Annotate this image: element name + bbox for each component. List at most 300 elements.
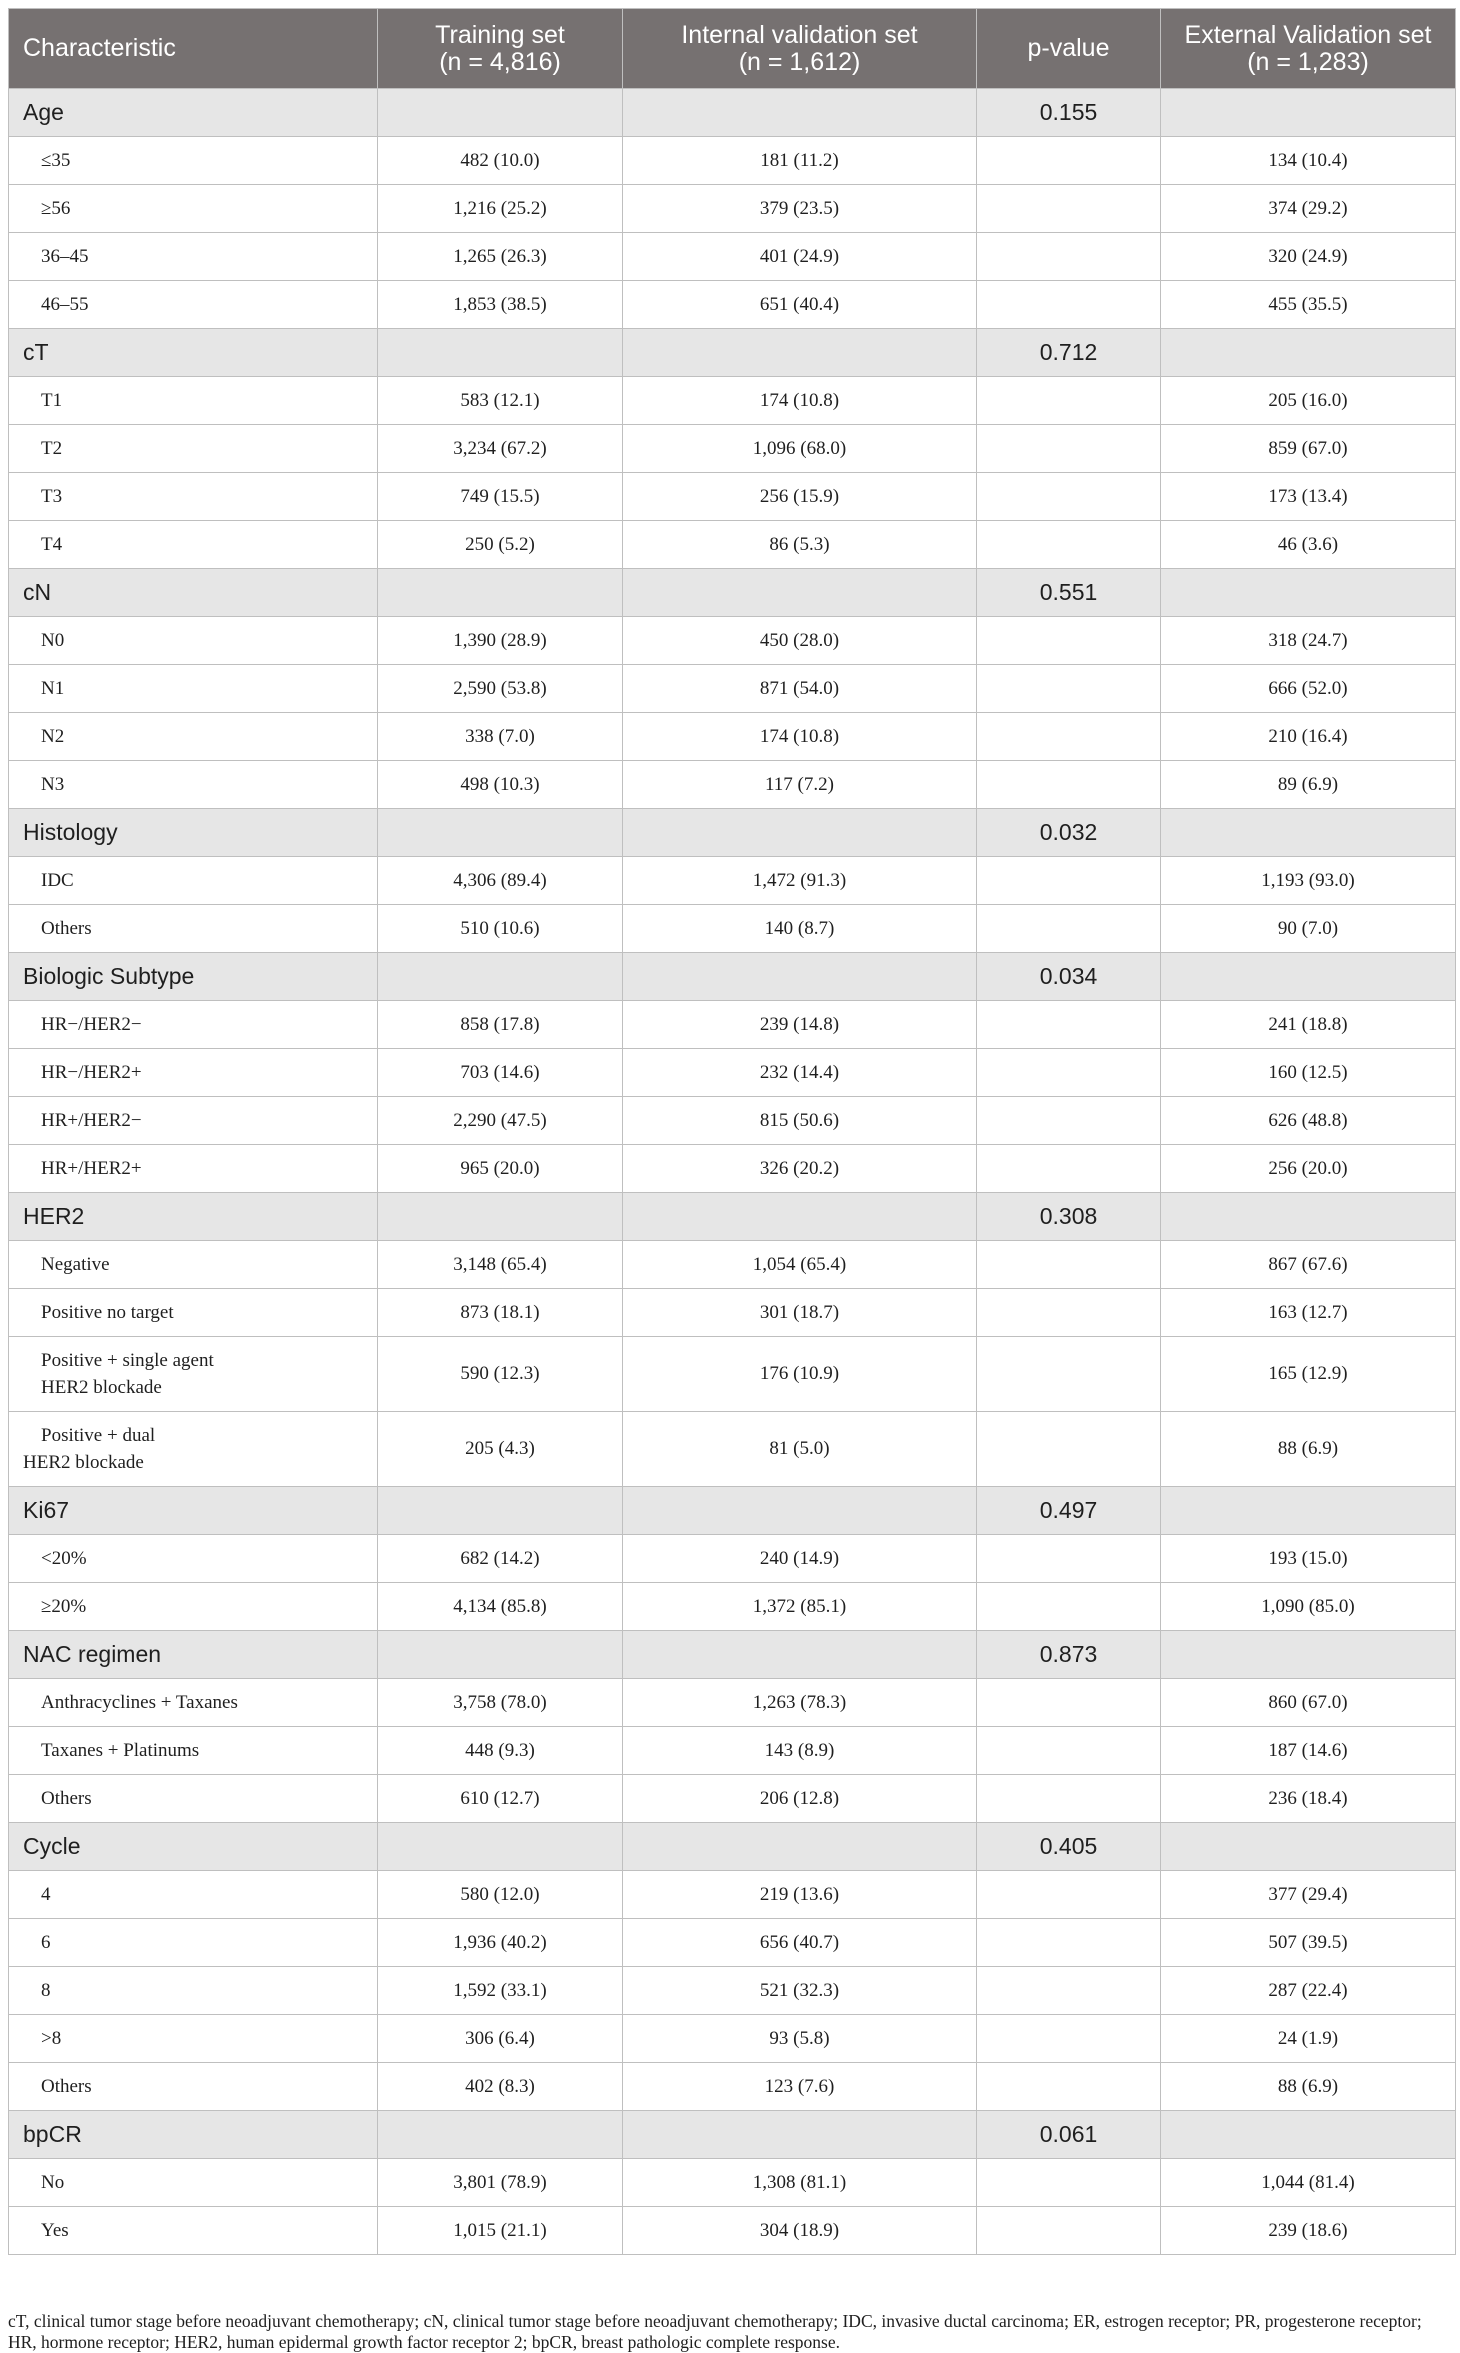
row-label-line: IDC: [41, 870, 74, 891]
row-label: [9, 377, 378, 425]
table-row: [9, 2015, 1456, 2063]
p-value-cell: [977, 1145, 1161, 1193]
row-label: [9, 1919, 378, 1967]
internal-value: 450 (28.0): [623, 617, 977, 665]
table-row: [9, 713, 1456, 761]
group-external-cell: [1161, 2111, 1456, 2159]
group-external-cell: [1161, 329, 1456, 377]
internal-value: 174 (10.8): [623, 713, 977, 761]
row-label-line: Positive no target: [41, 1302, 174, 1323]
internal-value: 871 (54.0): [623, 665, 977, 713]
internal-value: 1,263 (78.3): [623, 1679, 977, 1727]
internal-value: 143 (8.9): [623, 1727, 977, 1775]
table-row: [9, 377, 1456, 425]
group-label: Biologic Subtype: [9, 953, 378, 1001]
p-value-cell: [977, 233, 1161, 281]
group-training-cell: [378, 89, 623, 137]
row-label-line: 4: [41, 1884, 51, 1905]
row-label-line: >8: [41, 2028, 62, 2049]
p-value-cell: [977, 2063, 1161, 2111]
row-label: [9, 1412, 378, 1487]
header-characteristic: Characteristic: [9, 9, 378, 89]
group-p-value: 0.873: [977, 1631, 1161, 1679]
group-external-cell: [1161, 1487, 1456, 1535]
training-value: 1,936 (40.2): [378, 1919, 623, 1967]
table-footnote: cT, clinical tumor stage before neoadjuvant chemotherapy; cN, clinical tumor stage before neoadjuvant chemotherapy; IDC, invasive ductal carcinoma; ER, estrogen receptor; PR, progesterone receptor; HR, hormone receptor; HER2, human epidermal growth factor receptor 2; bpCR, breast pathologic complete response.: [8, 2311, 1422, 2352]
external-value: 134 (10.4): [1161, 137, 1456, 185]
row-label-line: HR−/HER2−: [41, 1014, 142, 1035]
group-internal-cell: [623, 569, 977, 617]
training-value: 2,290 (47.5): [378, 1097, 623, 1145]
internal-value: 256 (15.9): [623, 473, 977, 521]
table-row: [9, 1289, 1456, 1337]
row-label-line: 8: [41, 1980, 51, 2001]
internal-value: 176 (10.9): [623, 1337, 977, 1412]
p-value-cell: [977, 1289, 1161, 1337]
internal-value: 206 (12.8): [623, 1775, 977, 1823]
training-value: 448 (9.3): [378, 1727, 623, 1775]
row-label-line: HR−/HER2+: [41, 1062, 142, 1083]
row-label: [9, 137, 378, 185]
row-label-line: T3: [41, 486, 63, 507]
external-value: 256 (20.0): [1161, 1145, 1456, 1193]
training-value: 749 (15.5): [378, 473, 623, 521]
group-p-value: 0.032: [977, 809, 1161, 857]
p-value-cell: [977, 1097, 1161, 1145]
row-label: [9, 713, 378, 761]
training-value: 873 (18.1): [378, 1289, 623, 1337]
table-row: [9, 761, 1456, 809]
p-value-cell: [977, 1775, 1161, 1823]
training-value: 482 (10.0): [378, 137, 623, 185]
internal-value: 815 (50.6): [623, 1097, 977, 1145]
group-p-value: 0.405: [977, 1823, 1161, 1871]
group-training-cell: [378, 809, 623, 857]
training-value: 4,134 (85.8): [378, 1583, 623, 1631]
internal-value: 117 (7.2): [623, 761, 977, 809]
internal-value: 1,372 (85.1): [623, 1583, 977, 1631]
group-external-cell: [1161, 953, 1456, 1001]
external-value: 318 (24.7): [1161, 617, 1456, 665]
group-internal-cell: [623, 329, 977, 377]
external-value: 88 (6.9): [1161, 1412, 1456, 1487]
training-value: 1,390 (28.9): [378, 617, 623, 665]
row-label-line: Positive + dual: [41, 1425, 156, 1446]
p-value-cell: [977, 1967, 1161, 2015]
external-value: 90 (7.0): [1161, 905, 1456, 953]
p-value-cell: [977, 665, 1161, 713]
table-row: [9, 1727, 1456, 1775]
p-value-cell: [977, 713, 1161, 761]
internal-value: 240 (14.9): [623, 1535, 977, 1583]
row-label-line: T2: [41, 438, 63, 459]
header-internal-validation-set: [623, 9, 977, 89]
table-row: [9, 1919, 1456, 1967]
header-external-validation-set: [1161, 9, 1456, 89]
group-row: [9, 2111, 1456, 2159]
table-row: [9, 1775, 1456, 1823]
p-value-cell: [977, 2015, 1161, 2063]
row-label: [9, 905, 378, 953]
group-training-cell: [378, 1487, 623, 1535]
row-label-line: No: [41, 2172, 65, 2193]
table-row: [9, 1583, 1456, 1631]
training-value: 590 (12.3): [378, 1337, 623, 1412]
row-label-line: <20%: [41, 1548, 87, 1569]
group-internal-cell: [623, 2111, 977, 2159]
group-external-cell: [1161, 1631, 1456, 1679]
row-label-line: 6: [41, 1932, 51, 1953]
group-row: [9, 329, 1456, 377]
group-training-cell: [378, 1823, 623, 1871]
training-value: 580 (12.0): [378, 1871, 623, 1919]
table-row: [9, 2159, 1456, 2207]
header-external-title: External Validation set: [1184, 20, 1432, 49]
group-row: [9, 809, 1456, 857]
row-label-line: ≥56: [41, 198, 71, 219]
group-external-cell: [1161, 809, 1456, 857]
row-label-line: HR+/HER2+: [41, 1158, 142, 1179]
internal-value: 1,096 (68.0): [623, 425, 977, 473]
external-value: 163 (12.7): [1161, 1289, 1456, 1337]
external-value: 1,090 (85.0): [1161, 1583, 1456, 1631]
internal-value: 656 (40.7): [623, 1919, 977, 1967]
internal-value: 181 (11.2): [623, 137, 977, 185]
row-label: [9, 2063, 378, 2111]
header-external-n: (n = 1,283): [1247, 47, 1369, 76]
table-row: [9, 1145, 1456, 1193]
row-label: [9, 857, 378, 905]
external-value: 320 (24.9): [1161, 233, 1456, 281]
internal-value: 239 (14.8): [623, 1001, 977, 1049]
table-row: [9, 1967, 1456, 2015]
external-value: 867 (67.6): [1161, 1241, 1456, 1289]
table-row: [9, 473, 1456, 521]
group-row: [9, 953, 1456, 1001]
group-p-value: 0.155: [977, 89, 1161, 137]
row-label-line: Positive + single agent: [41, 1350, 214, 1371]
table-header: [9, 9, 1456, 89]
group-row: [9, 89, 1456, 137]
row-label-line: Others: [41, 2076, 92, 2097]
row-label: [9, 521, 378, 569]
row-label-line: T1: [41, 390, 63, 411]
p-value-cell: [977, 905, 1161, 953]
header-p-value: p-value: [977, 9, 1161, 89]
internal-value: 140 (8.7): [623, 905, 977, 953]
group-training-cell: [378, 1193, 623, 1241]
external-value: 187 (14.6): [1161, 1727, 1456, 1775]
internal-value: 86 (5.3): [623, 521, 977, 569]
row-label: [9, 1241, 378, 1289]
training-value: 3,148 (65.4): [378, 1241, 623, 1289]
internal-value: 93 (5.8): [623, 2015, 977, 2063]
row-label: [9, 185, 378, 233]
row-label: [9, 1337, 378, 1412]
training-value: 250 (5.2): [378, 521, 623, 569]
external-value: 89 (6.9): [1161, 761, 1456, 809]
external-value: 287 (22.4): [1161, 1967, 1456, 2015]
external-value: 626 (48.8): [1161, 1097, 1456, 1145]
group-p-value: 0.061: [977, 2111, 1161, 2159]
group-external-cell: [1161, 89, 1456, 137]
internal-value: 1,472 (91.3): [623, 857, 977, 905]
characteristics-table: [8, 8, 1456, 2255]
internal-value: 379 (23.5): [623, 185, 977, 233]
external-value: 455 (35.5): [1161, 281, 1456, 329]
group-external-cell: [1161, 1193, 1456, 1241]
row-label: [9, 761, 378, 809]
group-label: Ki67: [9, 1487, 378, 1535]
group-label: HER2: [9, 1193, 378, 1241]
row-label: [9, 665, 378, 713]
internal-value: 1,308 (81.1): [623, 2159, 977, 2207]
row-label-line: Negative: [41, 1254, 110, 1275]
row-label: [9, 233, 378, 281]
row-label-line: Others: [41, 1788, 92, 1809]
training-value: 1,853 (38.5): [378, 281, 623, 329]
table-row: [9, 281, 1456, 329]
row-label-line: N2: [41, 726, 65, 747]
table-row: [9, 1097, 1456, 1145]
training-value: 2,590 (53.8): [378, 665, 623, 713]
external-value: 88 (6.9): [1161, 2063, 1456, 2111]
training-value: 3,234 (67.2): [378, 425, 623, 473]
external-value: 860 (67.0): [1161, 1679, 1456, 1727]
external-value: 236 (18.4): [1161, 1775, 1456, 1823]
group-row: [9, 1193, 1456, 1241]
external-value: 859 (67.0): [1161, 425, 1456, 473]
training-value: 965 (20.0): [378, 1145, 623, 1193]
p-value-cell: [977, 617, 1161, 665]
table-row: [9, 137, 1456, 185]
table-row: [9, 1001, 1456, 1049]
row-label: [9, 1535, 378, 1583]
row-label-line: N3: [41, 774, 65, 795]
internal-value: 304 (18.9): [623, 2207, 977, 2255]
row-label-line: N0: [41, 630, 65, 651]
row-label: [9, 2159, 378, 2207]
row-label: [9, 281, 378, 329]
p-value-cell: [977, 473, 1161, 521]
training-value: 338 (7.0): [378, 713, 623, 761]
internal-value: 219 (13.6): [623, 1871, 977, 1919]
p-value-cell: [977, 761, 1161, 809]
group-p-value: 0.308: [977, 1193, 1161, 1241]
external-value: 377 (29.4): [1161, 1871, 1456, 1919]
row-label: [9, 425, 378, 473]
group-internal-cell: [623, 89, 977, 137]
row-label: [9, 1001, 378, 1049]
row-label: [9, 1097, 378, 1145]
internal-value: 651 (40.4): [623, 281, 977, 329]
header-internal-n: (n = 1,612): [738, 47, 861, 76]
p-value-cell: [977, 1535, 1161, 1583]
p-value-cell: [977, 1871, 1161, 1919]
internal-value: 326 (20.2): [623, 1145, 977, 1193]
p-value-cell: [977, 1727, 1161, 1775]
p-value-cell: [977, 521, 1161, 569]
row-label: [9, 1289, 378, 1337]
p-value-cell: [977, 1049, 1161, 1097]
group-label: bpCR: [9, 2111, 378, 2159]
group-training-cell: [378, 569, 623, 617]
external-value: 193 (15.0): [1161, 1535, 1456, 1583]
row-label-line: Anthracyclines + Taxanes: [41, 1692, 238, 1713]
p-value-cell: [977, 137, 1161, 185]
group-p-value: 0.712: [977, 329, 1161, 377]
table-row: [9, 1871, 1456, 1919]
group-label: cT: [9, 329, 378, 377]
row-label: [9, 2207, 378, 2255]
row-label: [9, 1727, 378, 1775]
p-value-cell: [977, 281, 1161, 329]
p-value-cell: [977, 1412, 1161, 1487]
group-external-cell: [1161, 569, 1456, 617]
group-row: [9, 569, 1456, 617]
external-value: 666 (52.0): [1161, 665, 1456, 713]
internal-value: 1,054 (65.4): [623, 1241, 977, 1289]
group-internal-cell: [623, 1193, 977, 1241]
training-value: 1,216 (25.2): [378, 185, 623, 233]
training-value: 3,758 (78.0): [378, 1679, 623, 1727]
group-label: NAC regimen: [9, 1631, 378, 1679]
group-internal-cell: [623, 953, 977, 1001]
header-internal-title: Internal validation set: [681, 20, 918, 49]
group-training-cell: [378, 329, 623, 377]
training-value: 4,306 (89.4): [378, 857, 623, 905]
row-label-line: T4: [41, 534, 63, 555]
group-training-cell: [378, 953, 623, 1001]
row-label-line: N1: [41, 678, 65, 699]
p-value-cell: [977, 857, 1161, 905]
p-value-cell: [977, 1583, 1161, 1631]
external-value: 1,044 (81.4): [1161, 2159, 1456, 2207]
row-label: [9, 2015, 378, 2063]
row-label: [9, 1871, 378, 1919]
table-row: [9, 1412, 1456, 1487]
row-label: [9, 1775, 378, 1823]
p-value-cell: [977, 1919, 1161, 1967]
p-value-cell: [977, 1337, 1161, 1412]
group-external-cell: [1161, 1823, 1456, 1871]
external-value: 210 (16.4): [1161, 713, 1456, 761]
row-label-line: HR+/HER2−: [41, 1110, 142, 1131]
training-value: 682 (14.2): [378, 1535, 623, 1583]
internal-value: 174 (10.8): [623, 377, 977, 425]
external-value: 507 (39.5): [1161, 1919, 1456, 1967]
p-value-cell: [977, 1001, 1161, 1049]
training-value: 583 (12.1): [378, 377, 623, 425]
group-internal-cell: [623, 1487, 977, 1535]
p-value-cell: [977, 425, 1161, 473]
header-training-set: [378, 9, 623, 89]
training-value: 306 (6.4): [378, 2015, 623, 2063]
table-row: [9, 2207, 1456, 2255]
group-p-value: 0.034: [977, 953, 1161, 1001]
p-value-cell: [977, 1241, 1161, 1289]
internal-value: 401 (24.9): [623, 233, 977, 281]
row-label: [9, 1049, 378, 1097]
internal-value: 123 (7.6): [623, 2063, 977, 2111]
p-value-cell: [977, 2159, 1161, 2207]
row-label-line: 36–45: [41, 246, 89, 267]
row-label-line: Others: [41, 918, 92, 939]
table-row: [9, 521, 1456, 569]
group-internal-cell: [623, 809, 977, 857]
group-row: [9, 1487, 1456, 1535]
training-value: 610 (12.7): [378, 1775, 623, 1823]
group-internal-cell: [623, 1631, 977, 1679]
row-label: [9, 1967, 378, 2015]
training-value: 205 (4.3): [378, 1412, 623, 1487]
table-body: [9, 89, 1456, 2255]
training-value: 1,265 (26.3): [378, 233, 623, 281]
external-value: 205 (16.0): [1161, 377, 1456, 425]
external-value: 374 (29.2): [1161, 185, 1456, 233]
group-label: Histology: [9, 809, 378, 857]
table-row: [9, 1679, 1456, 1727]
training-value: 3,801 (78.9): [378, 2159, 623, 2207]
row-label: [9, 1583, 378, 1631]
training-value: 510 (10.6): [378, 905, 623, 953]
group-row: [9, 1823, 1456, 1871]
row-label-line: ≤35: [41, 150, 71, 171]
training-value: 703 (14.6): [378, 1049, 623, 1097]
training-value: 858 (17.8): [378, 1001, 623, 1049]
row-label-line: ≥20%: [41, 1596, 87, 1617]
table-row: [9, 233, 1456, 281]
p-value-cell: [977, 185, 1161, 233]
table-row: [9, 2063, 1456, 2111]
table-row: [9, 617, 1456, 665]
row-label: [9, 473, 378, 521]
external-value: 46 (3.6): [1161, 521, 1456, 569]
table-row: [9, 857, 1456, 905]
row-label-line: Taxanes + Platinums: [41, 1740, 200, 1761]
group-label: Cycle: [9, 1823, 378, 1871]
internal-value: 232 (14.4): [623, 1049, 977, 1097]
group-training-cell: [378, 2111, 623, 2159]
table-row: [9, 905, 1456, 953]
training-value: 1,015 (21.1): [378, 2207, 623, 2255]
p-value-cell: [977, 1679, 1161, 1727]
group-row: [9, 1631, 1456, 1679]
p-value-cell: [977, 377, 1161, 425]
training-value: 498 (10.3): [378, 761, 623, 809]
external-value: 165 (12.9): [1161, 1337, 1456, 1412]
table-row: [9, 1049, 1456, 1097]
external-value: 173 (13.4): [1161, 473, 1456, 521]
external-value: 1,193 (93.0): [1161, 857, 1456, 905]
external-value: 241 (18.8): [1161, 1001, 1456, 1049]
row-label: [9, 617, 378, 665]
group-p-value: 0.551: [977, 569, 1161, 617]
table-row: [9, 1241, 1456, 1289]
group-label: Age: [9, 89, 378, 137]
group-label: cN: [9, 569, 378, 617]
table-row: [9, 425, 1456, 473]
external-value: 24 (1.9): [1161, 2015, 1456, 2063]
group-p-value: 0.497: [977, 1487, 1161, 1535]
row-label-line: HER2 blockade: [23, 1452, 144, 1473]
header-training-title: Training set: [435, 20, 565, 49]
table-row: [9, 185, 1456, 233]
row-label-line: HER2 blockade: [41, 1377, 162, 1398]
table-row: [9, 1535, 1456, 1583]
external-value: 160 (12.5): [1161, 1049, 1456, 1097]
row-label: [9, 1145, 378, 1193]
